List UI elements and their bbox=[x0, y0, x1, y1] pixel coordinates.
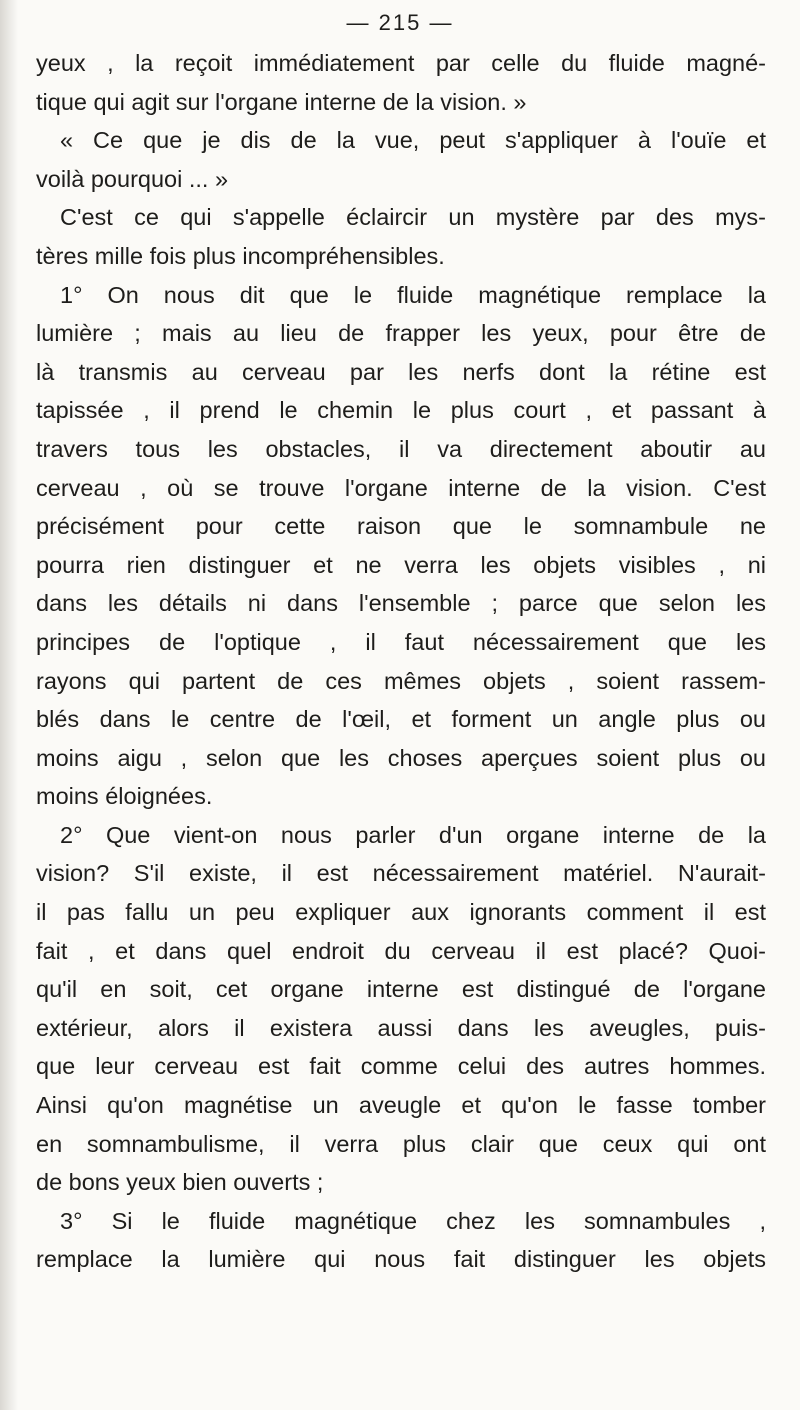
text-line: là transmis au cerveau par les nerfs dont la rétine est bbox=[36, 358, 766, 385]
text-line: blés dans le centre de l'œil, et forment un angle plus ou bbox=[36, 706, 766, 733]
text-line: lumière ; mais au lieu de frapper les yeux, pour être de bbox=[36, 320, 766, 347]
text-line: moins éloignées. bbox=[36, 783, 213, 810]
text-line: tapissée , il prend le chemin le plus court , et passant à bbox=[36, 397, 766, 424]
text-line: travers tous les obstacles, il va directement aboutir au bbox=[36, 435, 766, 462]
text-line: yeux , la reçoit immédiatement par celle du fluide magné- bbox=[36, 50, 766, 76]
text-line: fait , et dans quel endroit du cerveau il est placé? Quoi- bbox=[36, 937, 766, 964]
body-text bbox=[36, 44, 766, 1279]
page-number: — 215 — bbox=[346, 10, 454, 35]
text-line: dans les détails ni dans l'ensemble ; parce que selon les bbox=[36, 590, 766, 617]
text-line: principes de l'optique , il faut nécessairement que les bbox=[36, 628, 766, 655]
text-line: extérieur, alors il existera aussi dans les aveugles, puis- bbox=[36, 1014, 766, 1041]
text-line: moins aigu , selon que les choses aperçues soient plus ou bbox=[36, 744, 766, 771]
text-line: tique qui agit sur l'organe interne de la vision. » bbox=[36, 88, 527, 115]
text-line: 3° Si le fluide magnétique chez les somnambules , bbox=[60, 1207, 766, 1234]
text-line: « Ce que je dis de la vue, peut s'appliquer à l'ouïe et bbox=[60, 127, 766, 154]
text-line: qu'il en soit, cet organe interne est distingué de l'organe bbox=[36, 976, 766, 1003]
text-line: remplace la lumière qui nous fait distinguer les objets bbox=[36, 1246, 766, 1273]
text-line: Ainsi qu'on magnétise un aveugle et qu'on le fasse tomber bbox=[36, 1092, 766, 1119]
text-line: tères mille fois plus incompréhensibles. bbox=[36, 242, 445, 269]
text-line: que leur cerveau est fait comme celui des autres hommes. bbox=[36, 1053, 766, 1080]
text-line: il pas fallu un peu expliquer aux ignorants comment il est bbox=[36, 899, 766, 926]
text-line: 1° On nous dit que le fluide magnétique remplace la bbox=[60, 281, 766, 308]
text-line: en somnambulisme, il verra plus clair que ceux qui ont bbox=[36, 1130, 766, 1157]
text-line: pourra rien distinguer et ne verra les objets visibles , ni bbox=[36, 551, 766, 578]
text-line: voilà pourquoi ... » bbox=[36, 165, 229, 192]
text-line: cerveau , où se trouve l'organe interne de la vision. C'est bbox=[36, 474, 766, 501]
text-line: rayons qui partent de ces mêmes objets , soient rassem- bbox=[36, 667, 766, 694]
text-line: de bons yeux bien ouverts ; bbox=[36, 1169, 324, 1196]
page-gutter-shadow bbox=[0, 0, 18, 1410]
text-line: vision? S'il existe, il est nécessairement matériel. N'aurait- bbox=[36, 860, 766, 887]
text-line: précisément pour cette raison que le somnambule ne bbox=[36, 513, 766, 540]
text-line: 2° Que vient-on nous parler d'un organe interne de la bbox=[60, 821, 766, 848]
text-line: C'est ce qui s'appelle éclaircir un mystère par des mys- bbox=[60, 204, 766, 231]
